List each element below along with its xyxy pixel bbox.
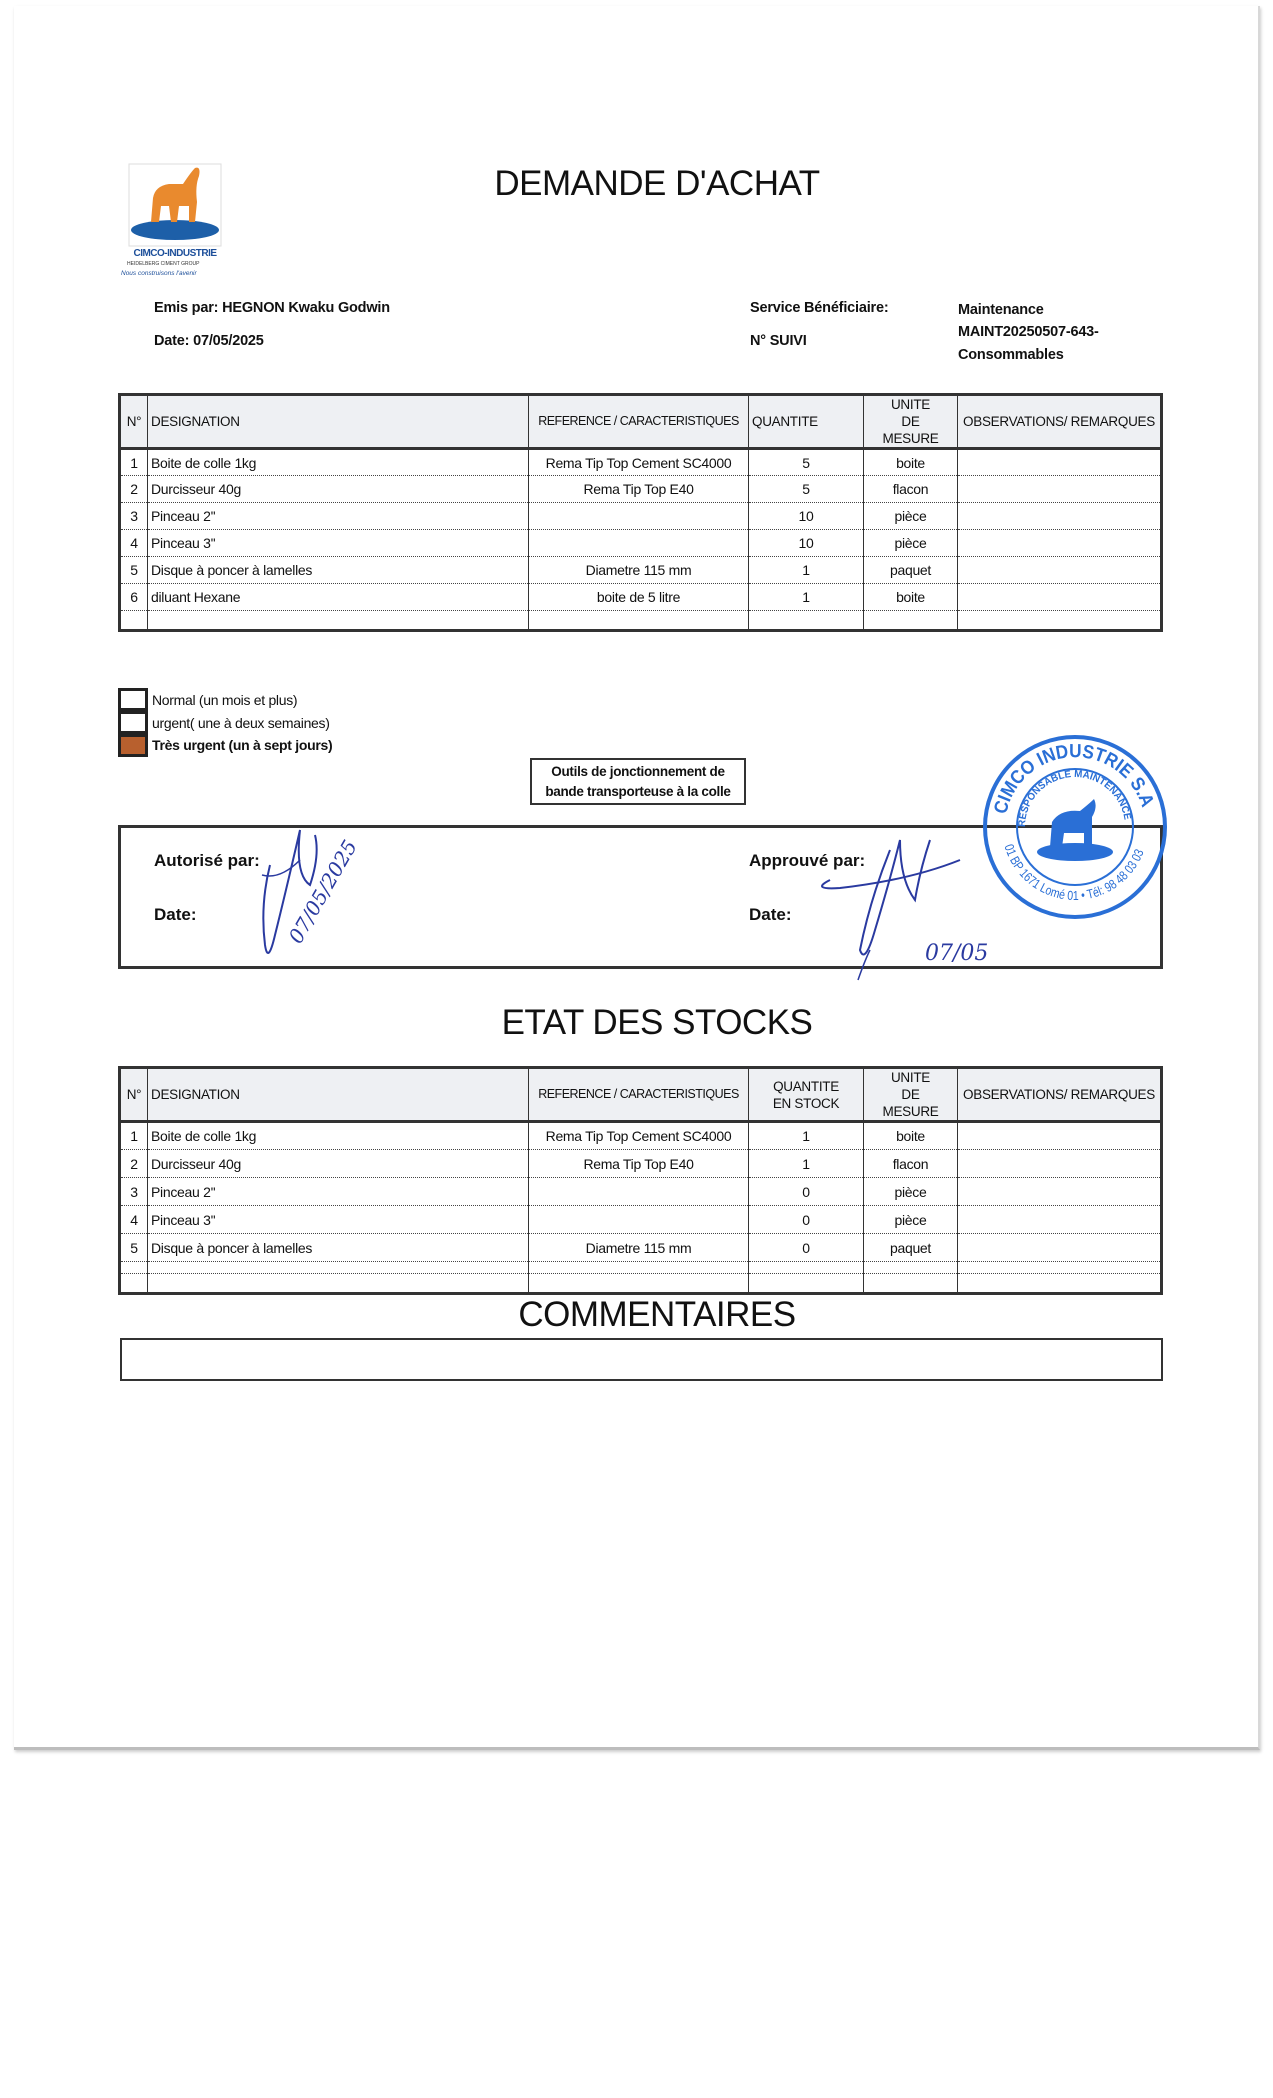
quantity-cell: 0: [749, 1234, 864, 1262]
quantity-cell: 0: [749, 1206, 864, 1234]
empty-row: [120, 1262, 1162, 1274]
designation-cell: Durcisseur 40g: [148, 1150, 529, 1178]
reference-cell: [529, 1206, 749, 1234]
service-value: Maintenance: [958, 302, 1044, 318]
row-number: 3: [120, 503, 148, 530]
col-header: OBSERVATIONS/ REMARQUES: [958, 395, 1162, 449]
urgency-label-urgent: urgent( une à deux semaines): [152, 715, 330, 731]
col-header: REFERENCE / CARACTERISTIQUES: [529, 1068, 749, 1122]
row-number: 2: [120, 476, 148, 503]
unit-cell: paquet: [864, 1234, 958, 1262]
quantity-cell: 10: [749, 530, 864, 557]
col-header: UNITE DE MESURE: [864, 395, 958, 449]
quantity-cell: 0: [749, 1178, 864, 1206]
comments-field[interactable]: [120, 1338, 1163, 1381]
quantity-cell: 5: [749, 449, 864, 476]
table-row: [120, 1150, 1162, 1178]
unit-cell: pièce: [864, 1206, 958, 1234]
table-header-row: [120, 395, 1162, 449]
unit-cell: pièce: [864, 1178, 958, 1206]
issuer: Emis par: HEGNON Kwaku Godwin: [154, 300, 390, 316]
urgency-label-tres-urgent: Très urgent (un à sept jours): [152, 737, 333, 753]
reference-cell: Diametre 115 mm: [529, 557, 749, 584]
reference-cell: Rema Tip Top E40: [529, 1150, 749, 1178]
observations-cell: [958, 1150, 1162, 1178]
issue-date: Date: 07/05/2025: [154, 333, 264, 349]
approved-signature: [800, 810, 1030, 985]
table-row: [120, 503, 1162, 530]
page-title: DEMANDE D'ACHAT: [494, 164, 820, 203]
quantity-cell: 1: [749, 1150, 864, 1178]
col-header: DESIGNATION: [148, 1068, 529, 1122]
elephant-logo-icon: [121, 162, 229, 248]
row-number: 3: [120, 1178, 148, 1206]
stamp-inner-text: RESPONSABLE MAINTENANCE: [1016, 768, 1133, 828]
stamp-top-text: CIMCO INDUSTRIE S.A: [990, 741, 1159, 817]
designation-cell: Pinceau 3'': [148, 1206, 529, 1234]
designation-cell: Disque à poncer à lamelles: [148, 557, 529, 584]
unit-cell: flacon: [864, 476, 958, 503]
observations-cell: [958, 503, 1162, 530]
suivi-value-2: Consommables: [958, 347, 1064, 363]
observations-cell: [958, 1206, 1162, 1234]
col-header: REFERENCE / CARACTERISTIQUES: [529, 395, 749, 449]
authorized-date-label: Date:: [154, 905, 197, 924]
reference-cell: [529, 1178, 749, 1206]
row-number: 1: [120, 449, 148, 476]
logo-tagline: Nous construisons l'avenir: [121, 270, 197, 277]
designation-cell: Boite de colle 1kg: [148, 449, 529, 476]
reference-cell: boite de 5 litre: [529, 584, 749, 611]
urgency-checkbox-urgent[interactable]: [118, 711, 148, 734]
service-label: Service Bénéficiaire:: [750, 300, 889, 316]
table-row: [120, 1206, 1162, 1234]
logo-group: HEIDELBERG CIMENT GROUP: [127, 261, 200, 267]
row-number: 5: [120, 557, 148, 584]
table-header-row: [120, 1068, 1162, 1122]
authorized-handwritten-date: 07/05/2025: [283, 835, 362, 948]
table-row: [120, 1122, 1162, 1150]
logo-company-name: CIMCO-INDUSTRIE: [133, 248, 217, 259]
approved-handwritten-date: 07/05: [925, 941, 989, 966]
row-number: 4: [120, 530, 148, 557]
table-row: [120, 1178, 1162, 1206]
reference-cell: Diametre 115 mm: [529, 1234, 749, 1262]
observations-cell: [958, 557, 1162, 584]
col-header: QUANTITE: [749, 395, 864, 449]
observations-cell: [958, 476, 1162, 503]
quantity-cell: 1: [749, 584, 864, 611]
purpose-box: [530, 758, 746, 805]
purpose-line-2: bande transporteuse à la colle: [545, 784, 731, 799]
unit-cell: pièce: [864, 503, 958, 530]
quantity-cell: 10: [749, 503, 864, 530]
urgency-label-normal: Normal (un mois et plus): [152, 692, 298, 708]
col-header: N°: [120, 1068, 148, 1122]
company-logo: [121, 162, 229, 282]
unit-cell: paquet: [864, 557, 958, 584]
purpose-line-1: Outils de jonctionnement de: [551, 764, 725, 779]
table-row: [120, 584, 1162, 611]
urgency-checkbox-tres-urgent[interactable]: [118, 734, 148, 757]
row-number: 6: [120, 584, 148, 611]
quantity-cell: 1: [749, 1122, 864, 1150]
col-header: UNITE DE MESURE: [864, 1068, 958, 1122]
purchase-table: [118, 393, 1163, 632]
designation-cell: Durcisseur 40g: [148, 476, 529, 503]
authorized-signature: [240, 825, 410, 975]
designation-cell: Pinceau 2'': [148, 1178, 529, 1206]
reference-cell: Rema Tip Top E40: [529, 476, 749, 503]
observations-cell: [958, 1234, 1162, 1262]
row-number: 2: [120, 1150, 148, 1178]
observations-cell: [958, 584, 1162, 611]
stamp-bottom-text: 01 BP 1671 Lomé 01 • Tél: 98 48 03 03: [1001, 842, 1148, 904]
reference-cell: Rema Tip Top Cement SC4000: [529, 1122, 749, 1150]
empty-row: [120, 611, 1162, 631]
urgency-checkbox-normal[interactable]: [118, 688, 148, 711]
approved-date-label: Date:: [749, 905, 792, 924]
observations-cell: [958, 530, 1162, 557]
observations-cell: [958, 1122, 1162, 1150]
quantity-cell: 5: [749, 476, 864, 503]
stock-title: ETAT DES STOCKS: [501, 1003, 813, 1042]
unit-cell: boite: [864, 449, 958, 476]
col-header: DESIGNATION: [148, 395, 529, 449]
empty-row: [120, 1274, 1162, 1294]
stock-table: [118, 1066, 1163, 1295]
col-header: OBSERVATIONS/ REMARQUES: [958, 1068, 1162, 1122]
authorized-by-label: Autorisé par:: [154, 851, 260, 870]
unit-cell: pièce: [864, 530, 958, 557]
observations-cell: [958, 449, 1162, 476]
designation-cell: Pinceau 2'': [148, 503, 529, 530]
reference-cell: [529, 503, 749, 530]
designation-cell: diluant Hexane: [148, 584, 529, 611]
designation-cell: Pinceau 3'': [148, 530, 529, 557]
table-row: [120, 476, 1162, 503]
table-row: [120, 449, 1162, 476]
designation-cell: Boite de colle 1kg: [148, 1122, 529, 1150]
col-header: N°: [120, 395, 148, 449]
designation-cell: Disque à poncer à lamelles: [148, 1234, 529, 1262]
row-number: 4: [120, 1206, 148, 1234]
unit-cell: boite: [864, 584, 958, 611]
col-header: QUANTITE EN STOCK: [749, 1068, 864, 1122]
suivi-label: N° SUIVI: [750, 333, 807, 349]
row-number: 5: [120, 1234, 148, 1262]
observations-cell: [958, 1178, 1162, 1206]
quantity-cell: 1: [749, 557, 864, 584]
table-row: [120, 530, 1162, 557]
approved-by-label: Approuvé par:: [749, 851, 866, 870]
row-number: 1: [120, 1122, 148, 1150]
reference-cell: [529, 530, 749, 557]
table-row: [120, 1234, 1162, 1262]
comments-title: COMMENTAIRES: [518, 1295, 796, 1334]
suivi-value-1: MAINT20250507-643-: [958, 324, 1099, 340]
unit-cell: boite: [864, 1122, 958, 1150]
reference-cell: Rema Tip Top Cement SC4000: [529, 449, 749, 476]
unit-cell: flacon: [864, 1150, 958, 1178]
table-row: [120, 557, 1162, 584]
